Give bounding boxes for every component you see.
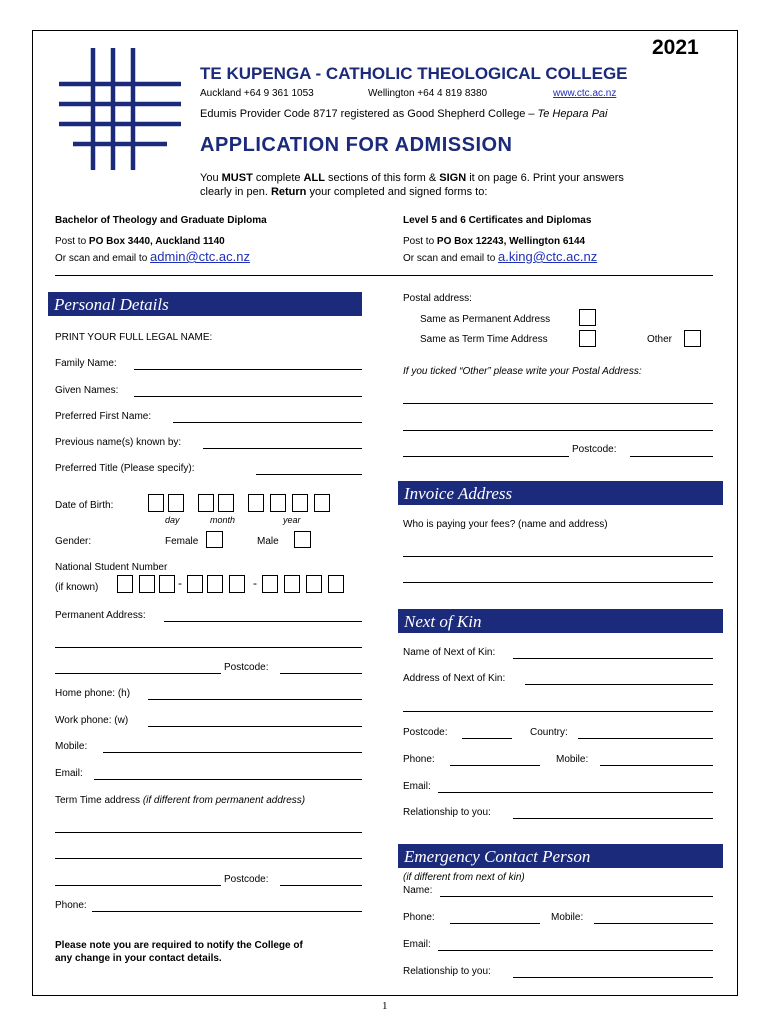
permanent-address-label: Permanent Address:	[55, 610, 146, 621]
auckland-phone: Auckland +64 9 361 1053	[200, 88, 314, 99]
kin-address-label: Address of Next of Kin:	[403, 673, 506, 684]
family-name-label: Family Name:	[55, 358, 117, 369]
nsn-digit-box[interactable]	[306, 575, 322, 593]
aking-email-link[interactable]: a.king@ctc.ac.nz	[498, 249, 598, 264]
kin-mobile-field[interactable]	[600, 765, 713, 766]
other-checkbox[interactable]	[684, 330, 701, 347]
same-term-label: Same as Term Time Address	[420, 334, 548, 345]
postal-postcode-field[interactable]	[630, 456, 713, 457]
wellington-phone: Wellington +64 4 819 8380	[368, 88, 488, 99]
emergency-mobile-label: Mobile:	[551, 912, 584, 923]
preferred-title-field[interactable]	[256, 474, 362, 475]
college-name: TE KUPENGA - CATHOLIC THEOLOGICAL COLLEGE	[200, 64, 628, 83]
nsn-digit-box[interactable]	[262, 575, 278, 593]
nsn-dash: -	[178, 576, 182, 590]
nsn-digit-box[interactable]	[117, 575, 133, 593]
kin-email-field[interactable]	[438, 792, 713, 793]
emergency-email-field[interactable]	[438, 950, 713, 951]
instructions-line-2: clearly in pen. Return your completed and signed forms to:	[200, 186, 488, 198]
preferred-title-label: Preferred Title (Please specify):	[55, 463, 195, 474]
gender-label: Gender:	[55, 536, 92, 547]
male-label: Male	[257, 536, 279, 547]
permanent-postcode-field[interactable]	[280, 673, 362, 674]
contact-change-notice: Please note you are required to notify the College of	[55, 940, 303, 951]
preferred-first-label: Preferred First Name:	[55, 411, 152, 422]
nsn-digit-box[interactable]	[229, 575, 245, 593]
permanent-address-field[interactable]	[55, 647, 362, 648]
permanent-address-field[interactable]	[164, 621, 362, 622]
personal-details-heading: Personal Details	[48, 292, 362, 316]
kin-phone-label: Phone:	[403, 754, 435, 765]
postal-postcode-label: Postcode:	[572, 444, 617, 455]
same-term-checkbox[interactable]	[579, 330, 596, 347]
dob-month-box[interactable]	[198, 494, 214, 512]
given-names-label: Given Names:	[55, 385, 119, 396]
home-phone-label: Home phone: (h)	[55, 688, 131, 699]
kin-address-field[interactable]	[525, 684, 713, 685]
nsn-digit-box[interactable]	[139, 575, 155, 593]
kin-phone-field[interactable]	[450, 765, 540, 766]
invoice-address-field[interactable]	[403, 556, 713, 557]
work-phone-label: Work phone: (w)	[55, 715, 129, 726]
preferred-first-field[interactable]	[173, 422, 362, 423]
form-year: 2021	[652, 36, 699, 59]
emergency-relationship-label: Relationship to you:	[403, 966, 491, 977]
emergency-note: (if different from next of kin)	[403, 872, 525, 883]
dob-day-box[interactable]	[148, 494, 164, 512]
next-of-kin-heading: Next of Kin	[398, 609, 723, 633]
postal-address-field[interactable]	[403, 430, 713, 431]
dob-day-caption: day	[165, 515, 180, 525]
dob-year-box[interactable]	[314, 494, 330, 512]
term-phone-field[interactable]	[92, 911, 362, 912]
postal-address-field[interactable]	[403, 456, 569, 457]
family-name-field[interactable]	[134, 369, 362, 370]
section-divider	[55, 275, 713, 276]
kin-relationship-field[interactable]	[513, 818, 713, 819]
right-email-line: Or scan and email to a.king@ctc.ac.nz	[403, 249, 598, 264]
same-permanent-label: Same as Permanent Address	[420, 314, 551, 325]
term-address-label: Term Time address (if different from permanent address)	[55, 795, 306, 806]
female-label: Female	[165, 536, 199, 547]
term-phone-label: Phone:	[55, 900, 87, 911]
nsn-digit-box[interactable]	[328, 575, 344, 593]
female-checkbox[interactable]	[206, 531, 223, 548]
emergency-contact-heading: Emergency Contact Person	[398, 844, 723, 868]
fees-payer-question: Who is paying your fees? (name and address)	[403, 519, 608, 530]
dob-year-box[interactable]	[292, 494, 308, 512]
same-permanent-checkbox[interactable]	[579, 309, 596, 326]
term-address-field[interactable]	[55, 858, 362, 859]
right-post-to: Post to PO Box 12243, Wellington 6144	[403, 236, 586, 247]
dob-day-box[interactable]	[168, 494, 184, 512]
nsn-dash: -	[253, 576, 257, 590]
kin-country-label: Country:	[530, 727, 568, 738]
invoice-address-heading: Invoice Address	[398, 481, 723, 505]
emergency-name-label: Name:	[403, 885, 433, 896]
nsn-label: National Student Number	[55, 562, 168, 573]
emergency-name-field[interactable]	[440, 896, 713, 897]
nsn-digit-box[interactable]	[284, 575, 300, 593]
dob-month-box[interactable]	[218, 494, 234, 512]
kin-country-field[interactable]	[578, 738, 713, 739]
right-postal-heading: Level 5 and 6 Certificates and Diplomas	[403, 215, 592, 226]
dob-month-caption: month	[210, 515, 236, 525]
home-phone-field[interactable]	[148, 699, 362, 700]
other-label: Other	[647, 334, 673, 345]
dob-year-box[interactable]	[248, 494, 264, 512]
instructions-line-1: You MUST complete ALL sections of this form & SIGN it on page 6. Print your answers	[200, 172, 624, 184]
previous-names-label: Previous name(s) known by:	[55, 437, 182, 448]
kin-address-field[interactable]	[403, 711, 713, 712]
kin-relationship-label: Relationship to you:	[403, 807, 491, 818]
emergency-relationship-field[interactable]	[513, 977, 713, 978]
kin-name-label: Name of Next of Kin:	[403, 647, 496, 658]
form-title: APPLICATION FOR ADMISSION	[200, 134, 513, 156]
kin-mobile-label: Mobile:	[556, 754, 589, 765]
emergency-mobile-field[interactable]	[594, 923, 713, 924]
nsn-digit-box[interactable]	[159, 575, 175, 593]
permanent-address-field[interactable]	[55, 673, 221, 674]
left-email-line: Or scan and email to admin@ctc.ac.nz	[55, 249, 250, 264]
kin-postcode-label: Postcode:	[403, 727, 448, 738]
dob-year-caption: year	[283, 515, 301, 525]
invoice-address-field[interactable]	[403, 582, 713, 583]
mobile-label: Mobile:	[55, 741, 88, 752]
contact-change-notice-2: any change in your contact details.	[55, 953, 222, 964]
edumis-line: Edumis Provider Code 8717 registered as Good Shepherd College – Te Hepara Pai	[200, 108, 608, 120]
term-postcode-label: Postcode:	[224, 874, 269, 885]
postal-address-label: Postal address:	[403, 293, 472, 304]
emergency-phone-field[interactable]	[450, 923, 540, 924]
left-post-to: Post to PO Box 3440, Auckland 1140	[55, 236, 225, 247]
nsn-digit-box[interactable]	[187, 575, 203, 593]
postal-address-field[interactable]	[403, 403, 713, 404]
term-address-field[interactable]	[55, 832, 362, 833]
nsn-if-known: (if known)	[55, 582, 99, 593]
email-label: Email:	[55, 768, 83, 779]
dob-year-box[interactable]	[270, 494, 286, 512]
emergency-email-label: Email:	[403, 939, 431, 950]
emergency-phone-label: Phone:	[403, 912, 435, 923]
kin-name-field[interactable]	[513, 658, 713, 659]
left-postal-heading: Bachelor of Theology and Graduate Diploma	[55, 215, 267, 226]
given-names-field[interactable]	[134, 396, 362, 397]
other-postal-note: If you ticked “Other” please write your Postal Address:	[403, 366, 642, 377]
kin-email-label: Email:	[403, 781, 431, 792]
term-address-field[interactable]	[55, 885, 221, 886]
email-field[interactable]	[94, 779, 362, 780]
page-number: 1	[382, 1000, 388, 1012]
admin-email-link[interactable]: admin@ctc.ac.nz	[150, 249, 250, 264]
kin-postcode-field[interactable]	[462, 738, 512, 739]
print-name-label: PRINT YOUR FULL LEGAL NAME:	[55, 332, 213, 343]
college-logo-icon	[55, 44, 185, 174]
work-phone-field[interactable]	[148, 726, 362, 727]
nsn-digit-box[interactable]	[207, 575, 223, 593]
website-link[interactable]: www.ctc.ac.nz	[553, 88, 617, 99]
dob-label: Date of Birth:	[55, 500, 114, 511]
term-postcode-field[interactable]	[280, 885, 362, 886]
permanent-postcode-label: Postcode:	[224, 662, 269, 673]
mobile-field[interactable]	[103, 752, 362, 753]
male-checkbox[interactable]	[294, 531, 311, 548]
previous-names-field[interactable]	[203, 448, 362, 449]
